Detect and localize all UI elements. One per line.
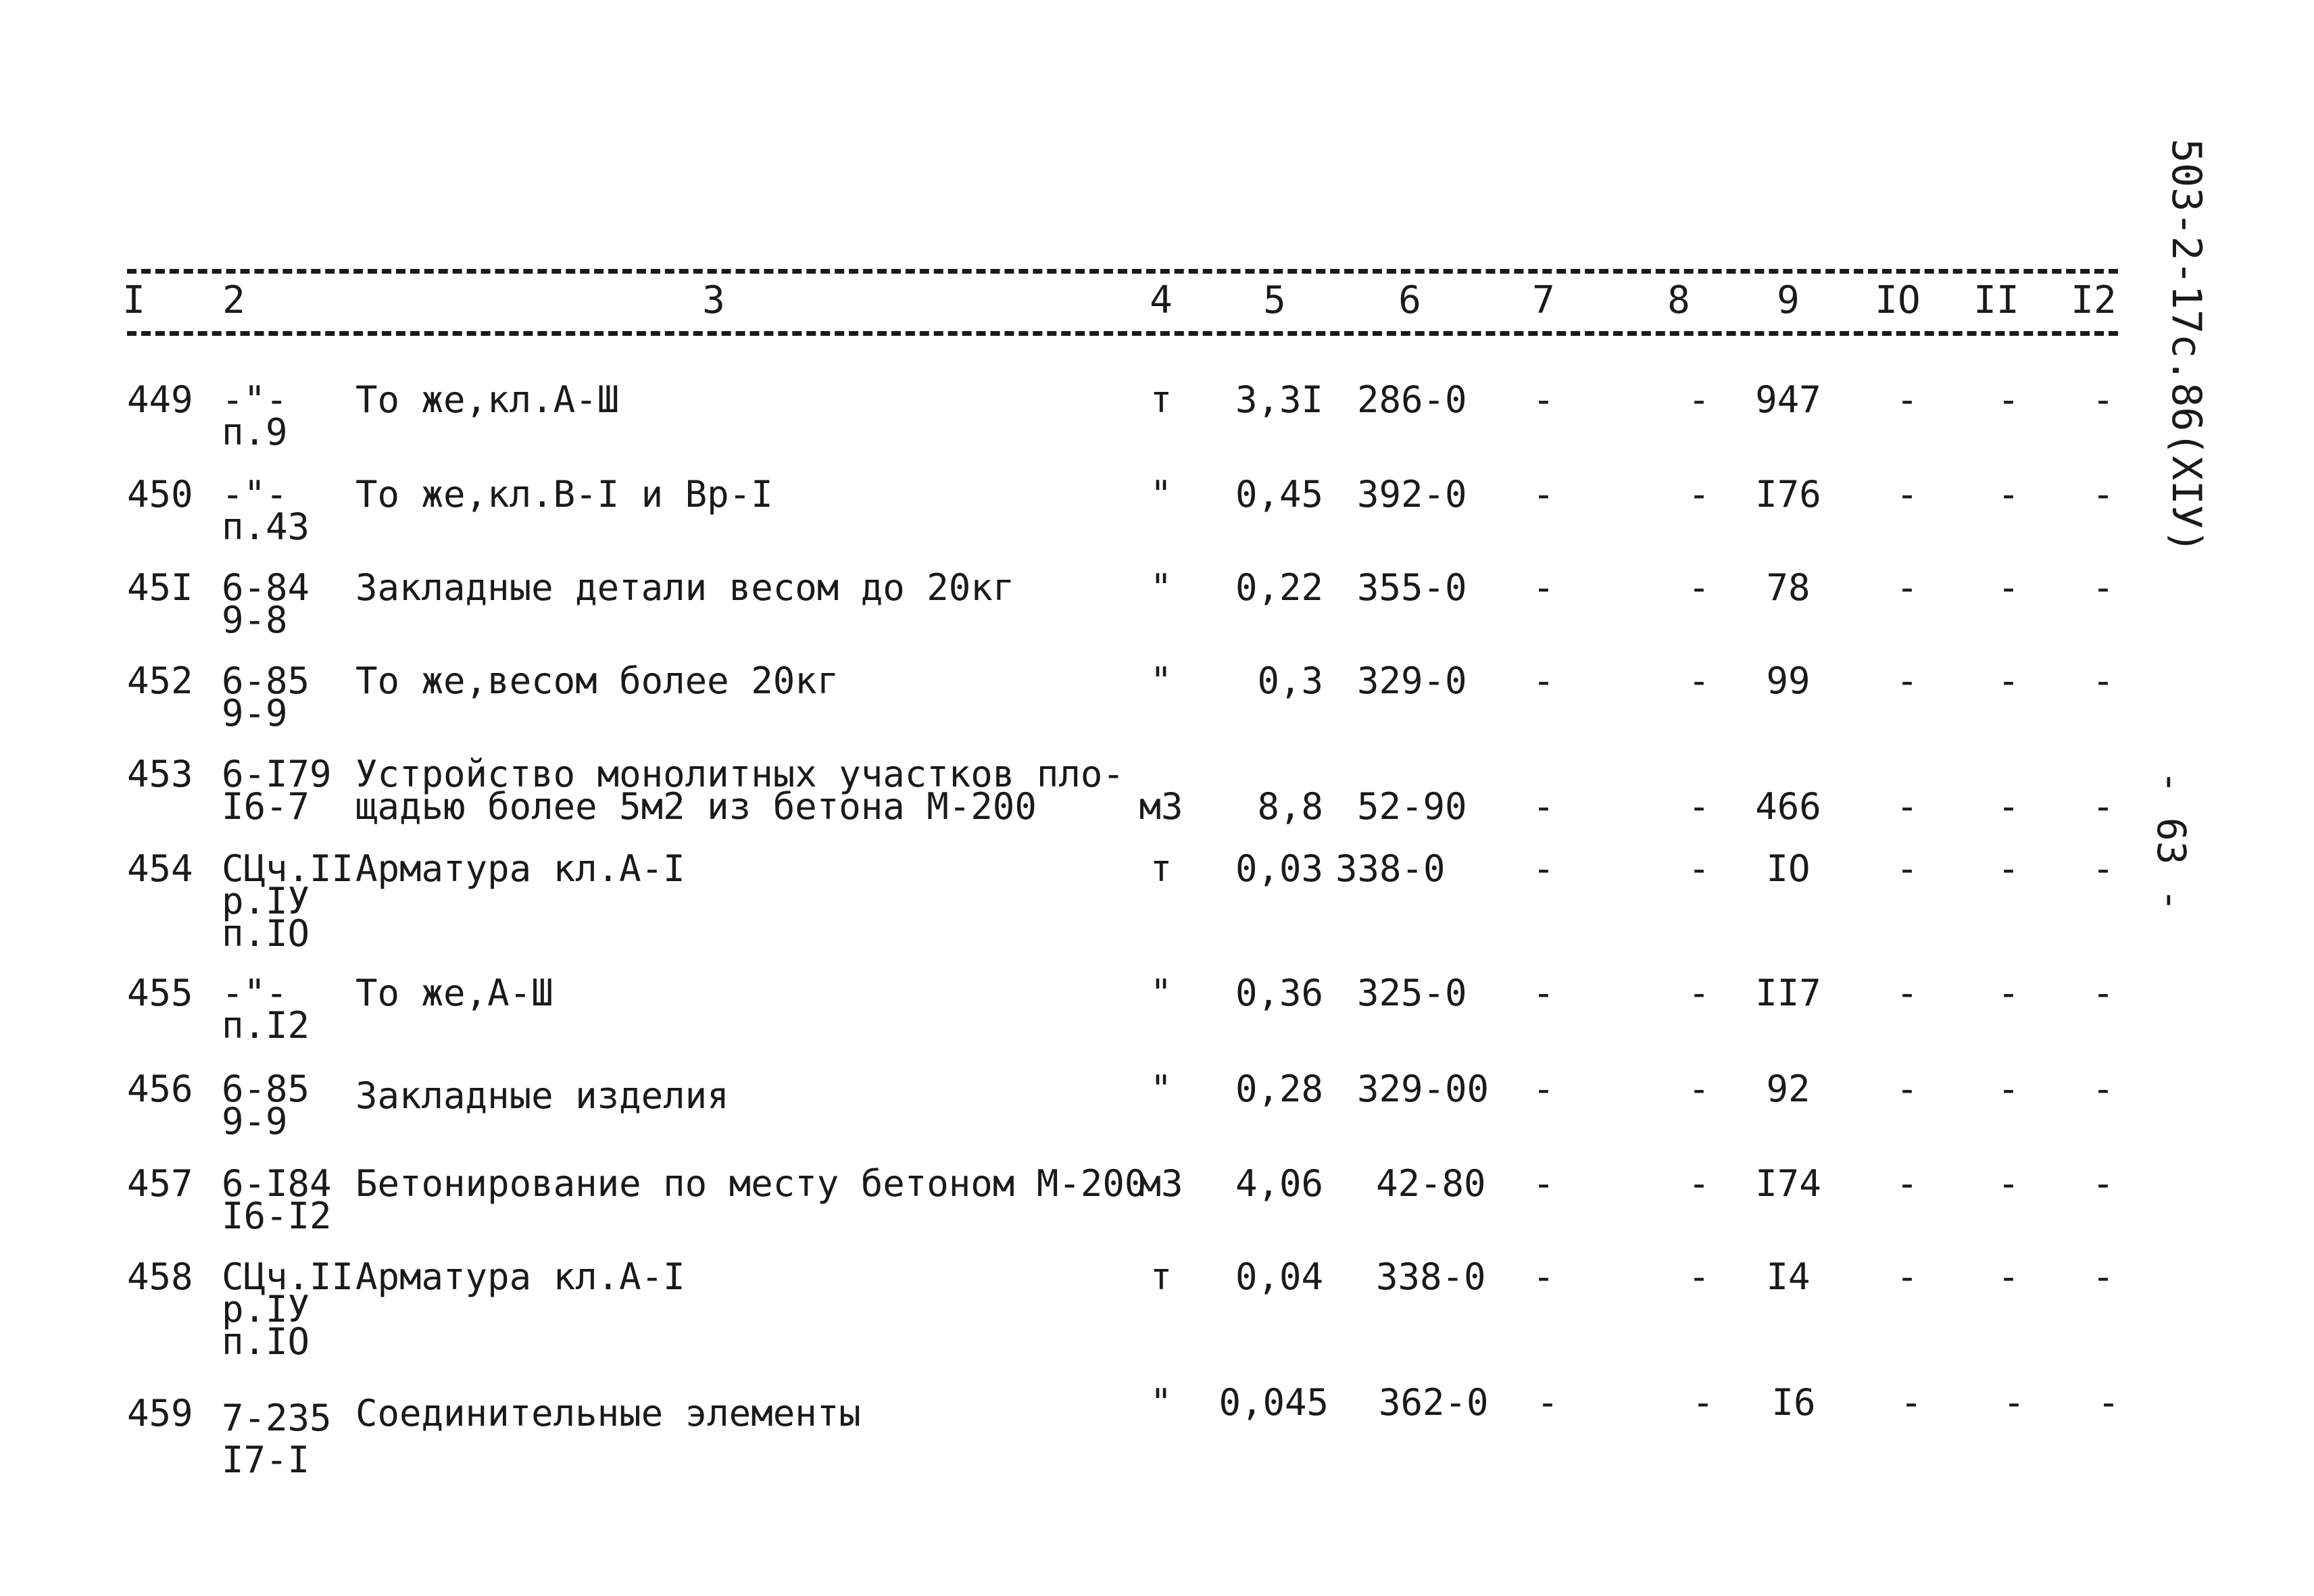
row-unit: " xyxy=(1150,473,1173,516)
row-col-12: - xyxy=(2092,1162,2115,1205)
row-number: 457 xyxy=(127,1162,193,1205)
row-total: I76 xyxy=(1755,473,1821,516)
row-unit: т xyxy=(1150,1255,1173,1298)
row-number: 459 xyxy=(127,1392,193,1435)
row-description: То же,А-Ш xyxy=(355,972,553,1014)
row-description: Соединительные элементы xyxy=(355,1392,861,1435)
row-col-7: - xyxy=(1532,1255,1555,1298)
row-quantity: 0,45 xyxy=(1235,473,1323,516)
row-price: 286-0 xyxy=(1357,378,1467,421)
row-description: Бетонирование по месту бетоном М-200 xyxy=(355,1162,1147,1205)
row-unit: " xyxy=(1150,1381,1173,1424)
row-col-10: - xyxy=(1896,972,1919,1014)
header-col-10: IO xyxy=(1875,278,1921,322)
row-col-10: - xyxy=(1896,473,1919,516)
row-price: 362-0 xyxy=(1379,1381,1489,1424)
row-description: Арматура кл.А-I xyxy=(355,847,685,890)
page-number: - 63 - xyxy=(2148,770,2194,912)
row-description: Закладные детали весом до 20кг xyxy=(355,566,1015,609)
row-price: 329-00 xyxy=(1357,1068,1490,1110)
row-col-12: - xyxy=(2092,566,2115,609)
row-total: I4 xyxy=(1766,1255,1811,1298)
row-quantity: 0,045 xyxy=(1218,1381,1329,1424)
row-col-10: - xyxy=(1896,1162,1919,1205)
row-col-12: - xyxy=(2092,972,2115,1014)
row-reference: 6-85 9-9 xyxy=(222,1068,310,1143)
row-col-11: - xyxy=(1997,473,2020,516)
row-col-10: - xyxy=(1896,566,1919,609)
row-quantity: 0,04 xyxy=(1235,1255,1323,1298)
row-quantity: 3,3I xyxy=(1235,378,1323,421)
row-col-10: - xyxy=(1896,847,1919,890)
row-number: 455 xyxy=(127,972,193,1014)
row-col-11: - xyxy=(1997,785,2020,828)
row-col-7: - xyxy=(1532,847,1555,890)
row-total: IO xyxy=(1766,847,1811,890)
row-col-7: - xyxy=(1532,473,1555,516)
row-reference: 6-I79 I6-7 xyxy=(222,753,332,828)
row-reference: 6-85 9-9 xyxy=(222,659,310,734)
row-col-8: - xyxy=(1688,378,1710,421)
row-col-11: - xyxy=(1997,1255,2020,1298)
row-col-11: - xyxy=(1997,1162,2020,1205)
row-col-11: - xyxy=(1997,972,2020,1014)
row-reference: -"- п.43 xyxy=(222,473,310,548)
row-col-10: - xyxy=(1900,1381,1923,1424)
row-quantity: 0,28 xyxy=(1235,1068,1323,1110)
row-reference: СЦч.II р.IУ п.IO xyxy=(222,1255,354,1363)
row-col-12: - xyxy=(2092,1255,2115,1298)
header-col-1: I xyxy=(122,278,145,322)
row-price: 42-80 xyxy=(1376,1162,1486,1205)
row-description: То же,кл.В-I и Вр-I xyxy=(355,473,773,516)
row-reference: -"- п.9 xyxy=(222,378,288,453)
header-col-5: 5 xyxy=(1263,278,1286,322)
row-col-10: - xyxy=(1896,785,1919,828)
row-col-8: - xyxy=(1688,1068,1710,1110)
row-unit: " xyxy=(1150,659,1173,702)
row-description: То же,кл.А-Ш xyxy=(355,378,620,421)
row-col-11: - xyxy=(2002,1381,2025,1424)
row-price: 329-0 xyxy=(1357,659,1467,702)
row-unit: " xyxy=(1150,1068,1173,1110)
row-number: 454 xyxy=(127,847,193,890)
header-col-9: 9 xyxy=(1777,278,1800,322)
row-unit: т xyxy=(1150,847,1173,890)
row-total: II7 xyxy=(1755,972,1821,1014)
row-total: 99 xyxy=(1766,659,1811,702)
row-description: То же,весом более 20кг xyxy=(355,659,839,702)
row-reference: 7-235 I7-I xyxy=(222,1397,332,1481)
header-col-7: 7 xyxy=(1532,278,1555,322)
row-price: 325-0 xyxy=(1357,972,1467,1014)
row-col-7: - xyxy=(1536,1381,1559,1424)
row-price: 338-0 xyxy=(1335,847,1446,890)
row-unit: " xyxy=(1150,566,1173,609)
row-unit: м3 xyxy=(1139,785,1183,828)
row-col-12: - xyxy=(2097,1381,2120,1424)
row-total: 78 xyxy=(1766,566,1811,609)
row-number: 452 xyxy=(127,659,193,702)
row-quantity: 0,22 xyxy=(1235,566,1323,609)
row-col-11: - xyxy=(1997,659,2020,702)
row-col-8: - xyxy=(1688,473,1710,516)
row-col-8: - xyxy=(1688,847,1710,890)
row-number: 456 xyxy=(127,1068,193,1110)
row-col-8: - xyxy=(1688,972,1710,1014)
row-unit: м3 xyxy=(1139,1162,1183,1205)
row-col-8: - xyxy=(1688,1162,1710,1205)
row-price: 355-0 xyxy=(1357,566,1467,609)
row-price: 338-0 xyxy=(1376,1255,1486,1298)
row-total: 947 xyxy=(1755,378,1821,421)
row-col-7: - xyxy=(1532,659,1555,702)
row-reference: СЦч.II р.IУ п.IO xyxy=(222,847,354,955)
row-col-12: - xyxy=(2092,473,2115,516)
table-header xyxy=(0,274,2314,328)
header-bottom-rule xyxy=(127,331,2118,336)
row-quantity: 0,3 xyxy=(1257,659,1323,702)
row-col-11: - xyxy=(1997,378,2020,421)
header-col-12: I2 xyxy=(2071,278,2117,322)
row-col-11: - xyxy=(1997,1068,2020,1110)
header-col-8: 8 xyxy=(1667,278,1690,322)
row-quantity: 0,03 xyxy=(1235,847,1323,890)
row-col-10: - xyxy=(1896,659,1919,702)
header-col-3: 3 xyxy=(702,278,725,322)
row-col-7: - xyxy=(1532,785,1555,828)
row-description: Арматура кл.А-I xyxy=(355,1255,685,1298)
row-total: 466 xyxy=(1755,785,1821,828)
row-col-8: - xyxy=(1692,1381,1715,1424)
row-number: 450 xyxy=(127,473,193,516)
row-col-8: - xyxy=(1688,1255,1710,1298)
row-unit: т xyxy=(1150,378,1173,421)
row-quantity: 8,8 xyxy=(1257,785,1323,828)
row-col-8: - xyxy=(1688,566,1710,609)
row-description: Закладные изделия xyxy=(355,1074,729,1117)
row-reference: 6-I84 I6-I2 xyxy=(222,1162,332,1237)
row-quantity: 0,36 xyxy=(1235,972,1323,1014)
header-col-6: 6 xyxy=(1398,278,1421,322)
row-col-8: - xyxy=(1688,785,1710,828)
row-price: 52-90 xyxy=(1357,785,1467,828)
row-col-10: - xyxy=(1896,1068,1919,1110)
row-col-10: - xyxy=(1896,378,1919,421)
row-reference: 6-84 9-8 xyxy=(222,566,310,641)
row-col-7: - xyxy=(1532,378,1555,421)
header-col-2: 2 xyxy=(222,278,245,322)
row-col-7: - xyxy=(1532,1068,1555,1110)
header-col-4: 4 xyxy=(1150,278,1173,322)
header-col-11: II xyxy=(1973,278,2019,322)
row-total: I74 xyxy=(1755,1162,1821,1205)
row-quantity: 4,06 xyxy=(1235,1162,1323,1205)
row-col-10: - xyxy=(1896,1255,1919,1298)
row-number: 449 xyxy=(127,378,193,421)
row-col-7: - xyxy=(1532,566,1555,609)
row-col-12: - xyxy=(2092,847,2115,890)
row-col-12: - xyxy=(2092,378,2115,421)
row-number: 453 xyxy=(127,753,193,795)
row-number: 458 xyxy=(127,1255,193,1298)
row-col-12: - xyxy=(2092,659,2115,702)
row-price: 392-0 xyxy=(1357,473,1467,516)
document-code: 503-2-17с.86(XIУ) xyxy=(2163,139,2210,554)
row-total: I6 xyxy=(1771,1381,1816,1424)
row-unit: " xyxy=(1150,972,1173,1014)
row-col-12: - xyxy=(2092,785,2115,828)
row-total: 92 xyxy=(1766,1068,1811,1110)
row-col-7: - xyxy=(1532,972,1555,1014)
row-col-7: - xyxy=(1532,1162,1555,1205)
row-col-11: - xyxy=(1997,566,2020,609)
row-col-11: - xyxy=(1997,847,2020,890)
row-description: Устройство монолитных участков пло- щадью более 5м2 из бетона М-200 xyxy=(355,753,1125,828)
row-reference: -"- п.I2 xyxy=(222,972,310,1047)
row-col-12: - xyxy=(2092,1068,2115,1110)
header-top-rule xyxy=(127,269,2118,274)
row-col-8: - xyxy=(1688,659,1710,702)
row-number: 45I xyxy=(127,566,193,609)
